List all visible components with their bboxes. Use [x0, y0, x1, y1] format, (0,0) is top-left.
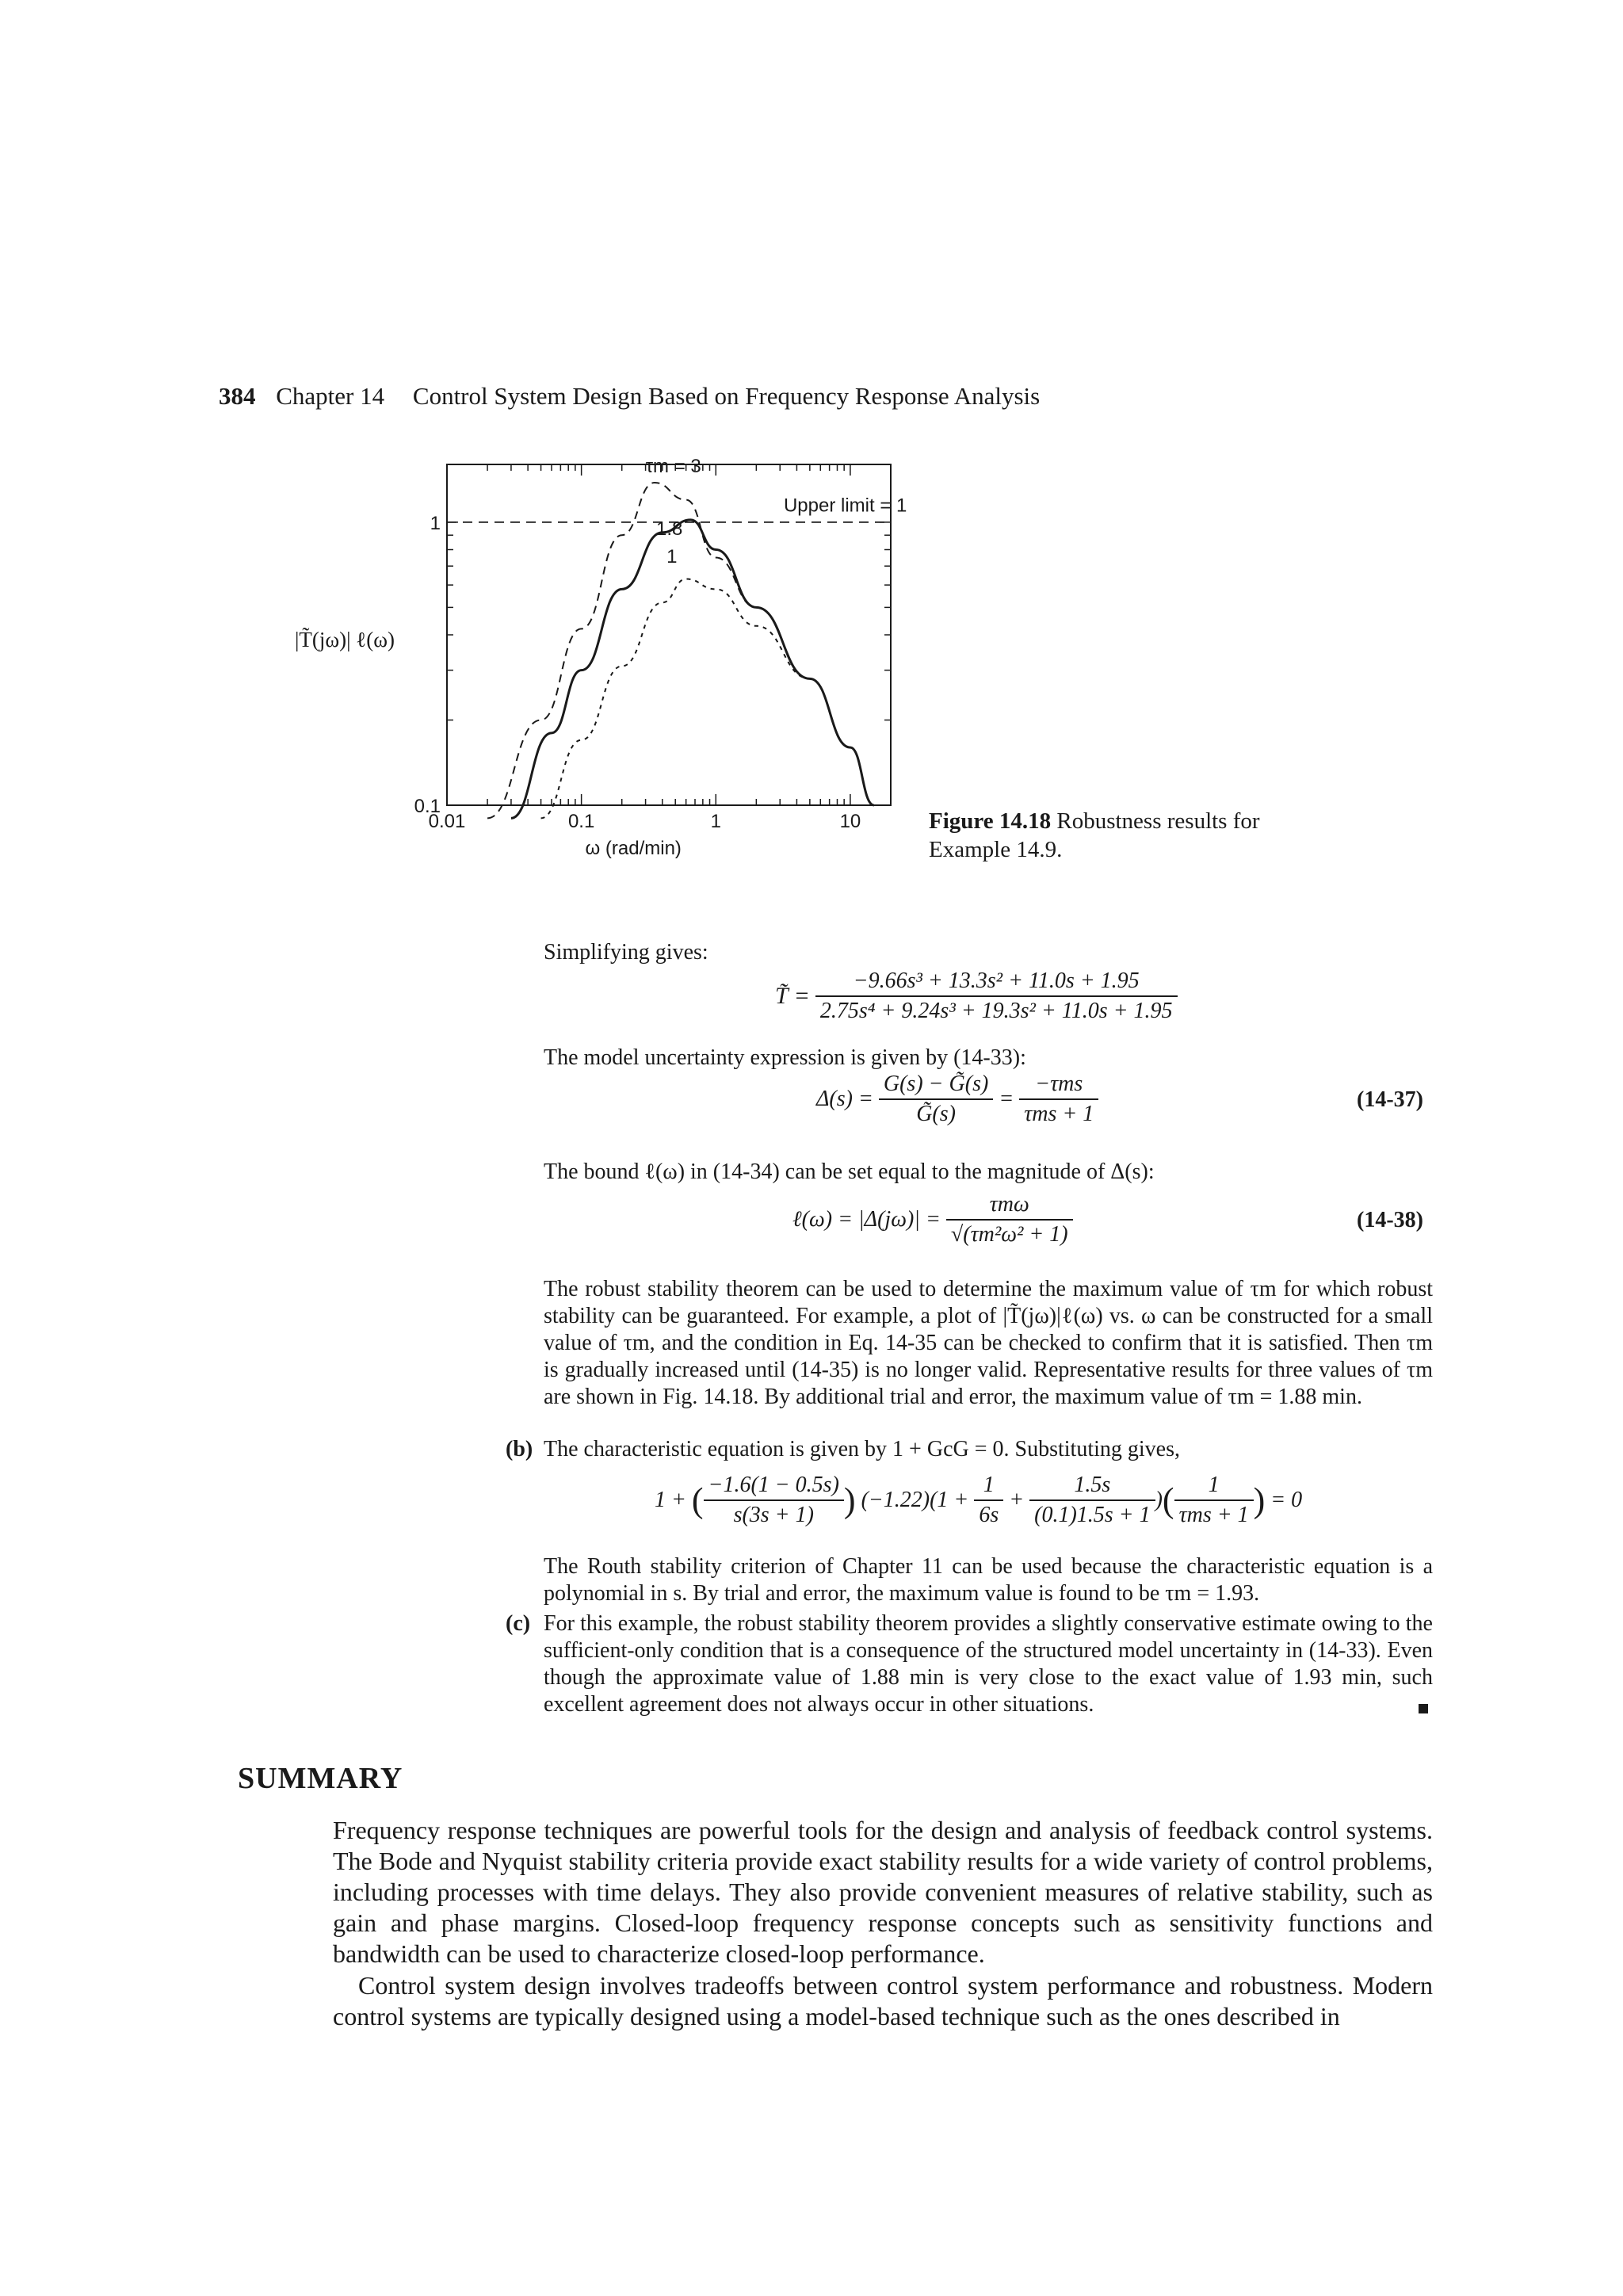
summary-paragraph-1: Frequency response techniques are powerful tools for the design and analysis of feedback control systems. The Bode and Nyquist stability criteria provide exact stability results for a wide variety of control problems, including processes with time delays. They also provide convenient measures of relative stability, such as gain and phase margins. Closed-loop frequency response concepts such as sensitivity functions and bandwidth can be used to characterize closed-loop performance.	[333, 1816, 1433, 1968]
annotation-tau-3: τm = 3	[645, 456, 701, 478]
label-b: (b)	[506, 1437, 533, 1461]
y-tick-label: 0.1	[414, 796, 441, 817]
char-eq-den1: s(3s + 1)	[733, 1503, 814, 1527]
eq37-equals: =	[999, 1087, 1014, 1111]
x-tick-label: 10	[839, 811, 861, 832]
paragraph-b2: The Routh stability criterion of Chapter 11 can be used because the characteristic equation is a polynomial in s. By trial and error, the maximum value is found to be τm = 1.93.	[544, 1554, 1433, 1606]
curve-series-2	[511, 520, 874, 819]
eq38-den: √(τm²ω² + 1)	[950, 1222, 1068, 1247]
char-eq-den2: 6s	[979, 1503, 999, 1527]
char-eq-one-plus: 1 +	[655, 1488, 686, 1512]
chapter-title: Control System Design Based on Frequency Response Analysis	[412, 382, 1041, 410]
eq37-num2: −τms	[1019, 1072, 1098, 1100]
char-eq-num1: −1.6(1 − 0.5s)	[704, 1473, 844, 1501]
bound-text: The bound ℓ(ω) in (14-34) can be set equal to the magnitude of Δ(s):	[544, 1159, 1155, 1184]
char-eq-equals-zero: = 0	[1270, 1488, 1303, 1512]
figure-caption	[929, 807, 1301, 864]
eq38-lhs: ℓ(ω) = |Δ(jω)| =	[792, 1207, 941, 1232]
chapter-label: Chapter 14	[276, 382, 385, 410]
model-uncertainty-text: The model uncertainty expression is given by (14-33):	[544, 1045, 1026, 1070]
caption-text: Robustness results for Example 14.9.	[929, 808, 1260, 862]
char-eq-num4: 1	[1174, 1473, 1254, 1501]
char-eq-num2: 1	[974, 1473, 1003, 1501]
annotation-tau-1: 1	[666, 545, 678, 567]
end-of-example-mark	[1419, 1704, 1428, 1713]
char-eq-num3: 1.5s	[1029, 1473, 1155, 1501]
equation-14-38	[792, 1192, 1073, 1247]
eq-T-numerator: −9.66s³ + 13.3s² + 11.0s + 1.95	[815, 968, 1178, 997]
eq-T-denominator: 2.75s⁴ + 9.24s³ + 19.3s² + 11.0s + 1.95	[819, 999, 1173, 1023]
char-eq-den4: τms + 1	[1178, 1503, 1249, 1527]
page-number: 384	[219, 382, 256, 410]
y-axis-label: |T̃(jω)| ℓ(ω)	[295, 628, 395, 651]
x-tick-label: 0.01	[428, 811, 466, 832]
y-tick-label: 1	[430, 512, 441, 534]
caption-label: Figure 14.18	[929, 808, 1052, 834]
eq-number-14-38: (14-38)	[1357, 1208, 1423, 1232]
char-eq-close: )	[1155, 1488, 1163, 1512]
simplifying-text: Simplifying gives:	[544, 940, 708, 965]
x-tick-label: 0.1	[567, 811, 595, 832]
equation-T-tilde: T̃ = $\frac{\text{−9.66s³ + 13.3s² + 11.0s + 1.95}}{\text{2.75s⁴ + 9.24s³ + 19.3s² + 11.0s + 1.95}}$	[775, 968, 1178, 1024]
eq37-num1: G(s) − G̃(s)	[879, 1072, 993, 1100]
paragraph-a: The robust stability theorem can be used to determine the maximum value of τm for which robust stability can be guaranteed. For example, a plot of |T̃(jω)|ℓ(ω) vs. ω can be constructed for a small value of τm, and the condition in Eq. 14-35 can be checked to confirm that it is satisfied. Then τm is gradually increased until (14-35) is no longer valid. Representative results for three values of τm are shown in Fig. 14.18. By additional trial and error, the maximum value of τm = 1.88 min.	[544, 1277, 1433, 1409]
summary-paragraph-2: Control system design involves tradeoffs between control system performance and robustness. Modern control systems are typically designed using a model-based technique such as the ones described in	[333, 1971, 1433, 2030]
equation-14-37	[816, 1072, 1098, 1127]
running-header	[219, 382, 1040, 411]
x-axis-label: ω (rad/min)	[585, 838, 682, 859]
paragraph-c: For this example, the robust stability theorem provides a slightly conservative estimate owing to the sufficient-only condition that is a consequence of the structured model uncertainty in (14-33). Even though the approximate value of 1.88 min is very close to the exact value of 1.93 min, such excellent agreement does not always occur in other situations.	[544, 1611, 1433, 1717]
eq37-den2: τms + 1	[1024, 1102, 1094, 1126]
x-tick-label: 1	[710, 811, 721, 832]
eq37-den1: G̃(s)	[916, 1102, 956, 1126]
curve-series-3	[541, 579, 874, 819]
summary-heading: SUMMARY	[238, 1762, 403, 1795]
eq38-num: τmω	[946, 1192, 1073, 1221]
annotation-tau-1-8: 1.8	[656, 518, 683, 541]
characteristic-equation: 1 + ( $\frac{-1.6(1 - 0.5s)}{s(3s + 1)}$ ) (−1.22)(1 + $\frac{1}{6s}$ + $\frac{1.5s}{(0.1)1.5s + 1}$ )( $\frac{1}{\text{τms + 1}}$ ) = 0	[655, 1473, 1303, 1527]
robustness-chart	[396, 452, 935, 880]
char-eq-den3: (0.1)1.5s + 1	[1034, 1503, 1151, 1527]
char-eq-plus: +	[1009, 1488, 1025, 1512]
char-eq-gain: (−1.22)(1 +	[861, 1488, 969, 1512]
label-c: (c)	[506, 1611, 531, 1636]
annotation-upper-limit: Upper limit = 1	[783, 495, 907, 517]
eq-number-14-37: (14-37)	[1357, 1087, 1423, 1112]
eq37-lhs: Δ(s) =	[816, 1087, 873, 1111]
paragraph-b: The characteristic equation is given by 1 + GcG = 0. Substituting gives,	[544, 1437, 1180, 1461]
